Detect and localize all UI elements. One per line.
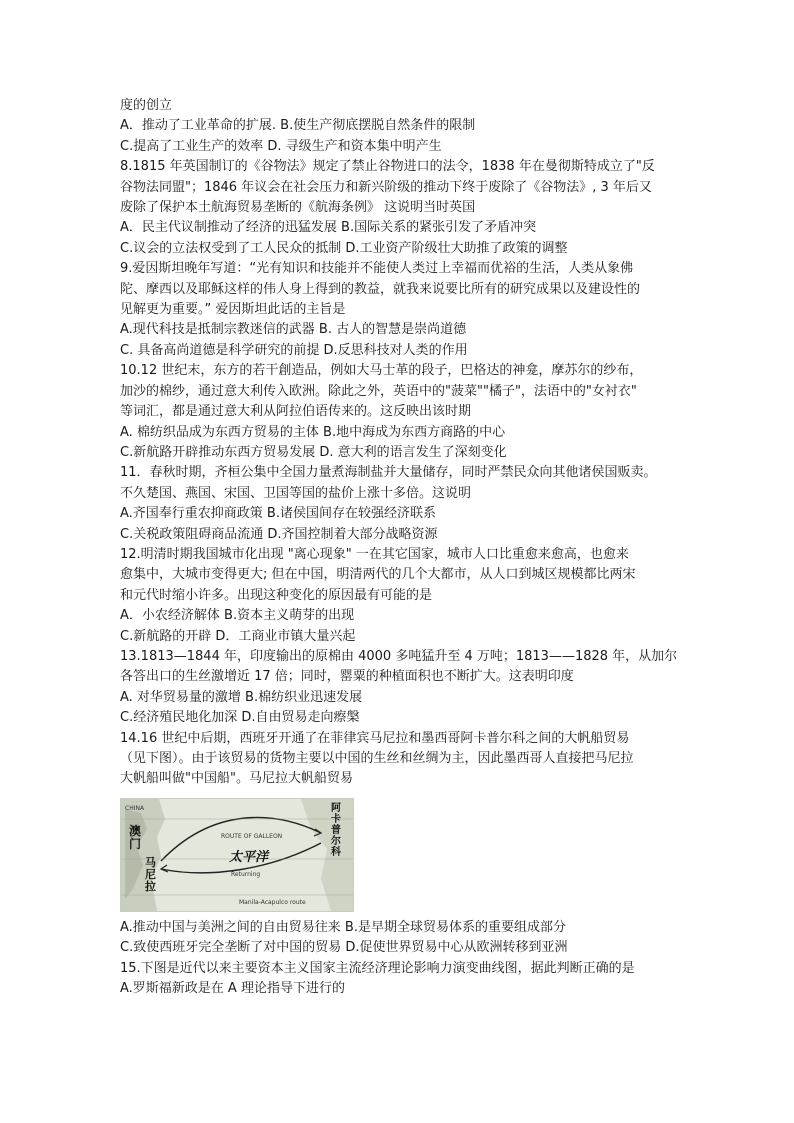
text-line: C. 具备高尚道德是科学研究的前提 D.反思科技对人类的作用 <box>120 342 468 358</box>
text-line: 15.下图是近代以来主要资本主义国家主流经济理论影响力演变曲线图，据此判断正确的是 <box>120 960 635 976</box>
text-line: C.提高了工业生产的效率 D. 寻级生产和资本集中明产生 <box>120 138 442 154</box>
map-label-route-south: Returning <box>231 870 261 878</box>
map-label-bottom: Manila-Acapulco route <box>239 898 306 906</box>
text-line: 谷物法同盟"；1846 年议会在社会压力和新兴阶级的推动下终于废除了《谷物法》, 3 年后又 <box>120 179 652 195</box>
question-text-block-after <box>120 918 680 1000</box>
map-label-acapulco: 阿 卡 普 尔 科 <box>331 802 341 858</box>
text-line: A. 对华贸易量的激增 B.棉纺织业迅速发展 <box>120 689 363 705</box>
map-label-route-north: ROUTE OF GALLEON <box>221 832 283 840</box>
map-label-china: CHINA <box>125 804 145 812</box>
text-line: 不久楚国、燕国、宋国、卫国等国的盐价上涨十多倍。这说明 <box>120 485 472 501</box>
text-line: A.推动中国与美洲之间的自由贸易往来 B.是早期全球贸易体系的重要组成部分 <box>120 919 566 935</box>
text-line: （见下图）。由于该贸易的货物主要以中国的生丝和丝绸为主，因此墨西哥人直接把马尼拉 <box>120 751 634 766</box>
text-line: 和元代时缩小许多。出现这种变化的原因最有可能的是 <box>120 587 433 603</box>
text-line: 废除了保护本土航海贸易垄断的《航海条例》 这说明当时英国 <box>120 200 476 216</box>
text-line: 14.16 世纪中后期，西班牙开通了在菲律宾马尼拉和墨西哥阿卡普尔科之间的大帆船贸易 <box>120 730 630 746</box>
text-line: A．小农经济解体 B.资本主义萌芽的出现 <box>120 608 355 624</box>
text-line: 13.1813—1844 年，印度输出的原棉由 4000 多吨猛升至 4 万吨；1813——1828 年，从加尔 <box>120 648 678 664</box>
text-line: 10.12 世纪末，东方的若干創造品，例如大马士革的段子，巴格达的神龛，摩苏尔的纱布， <box>120 363 643 379</box>
text-line: A．民主代议制推动了经济的迅猛发展 B.国际关系的紧张引发了矛盾冲突 <box>120 220 537 236</box>
text-line: A.齐国奉行重农抑商政策 B.诸侯国间存在较强经济联系 <box>120 506 436 522</box>
text-line: C.议会的立法权受到了工人民众的抵制 D.工业资产阶级壮大助推了政策的调整 <box>120 240 568 256</box>
text-line: 陀、摩西以及耶稣这样的伟人身上得到的教益，就我来说要比所有的研究成果以及建设性的 <box>120 281 641 297</box>
text-line: 各答出口的生丝激增近 17 倍；同时，罂粟的种植面积也不断扩大。这表明印度 <box>120 669 574 685</box>
text-line: 加沙的棉纱，通过意大利传入欧洲。除此之外，英语中的"菠菜""橘子"，法语中的"女衬衣" <box>120 383 637 399</box>
text-line: A.现代科技是抵制宗教迷信的武器 B. 古人的智慧是崇尚道德 <box>120 322 467 338</box>
text-line: A. 棉纺织品成为东西方贸易的主体 B.地中海成为东西方商路的中心 <box>120 424 506 440</box>
text-line: 度的创立 <box>120 98 173 113</box>
text-line: C.关税政策阻碍商品流通 D.齐国控制着大部分战略资源 <box>120 526 438 542</box>
map-label-pacific: 太平洋 <box>229 849 269 865</box>
map-label-manila: 马 尼 拉 <box>145 855 156 893</box>
text-line: 12.明清时期我国城市化出现 "离心现象" 一在其它国家，城市人口比重愈来愈高，也愈来 <box>120 546 629 562</box>
text-line: C.致使西班牙完全垄断了对中国的贸易 D.促使世界贸易中心从欧洲转移到亚洲 <box>120 940 568 956</box>
question-text-block <box>120 96 680 790</box>
document-page <box>120 96 680 999</box>
text-line: C.新航路的开辟 D．工商业市镇大量兴起 <box>120 628 356 644</box>
text-line: C.经济殖民地化加深 D.自由贸易走向瘵槃 <box>120 710 360 726</box>
text-line: 11．春秋时期，齐桓公集中全国力量煮海制盐并大量储存，同时严禁民众向其他诸侯国贩卖。 <box>120 465 657 481</box>
text-line: 愈集中，大城市变得更大; 但在中国，明清两代的几个大都市，从人口到城区规模都比两宋 <box>120 567 636 583</box>
text-line: 大帆船叫做"中国船"。马尼拉大帆船贸易 <box>120 771 353 787</box>
galleon-trade-map <box>120 798 354 912</box>
text-line: A．推动了工业革命的扩展. B.使生产彻底摆脱自然条件的限制 <box>120 118 476 134</box>
text-line: 9.爱因斯坦晚年写道：“光有知识和技能并不能使人类过上幸福而优裕的生活，人类从象佛 <box>120 261 634 277</box>
map-label-macau: 澳 门 <box>129 823 142 851</box>
text-line: 等词汇，都是通过意大利从阿拉伯语传来的。这反映出该时期 <box>120 404 472 420</box>
text-line: 见解更为重要。” 爱因斯坦此话的主旨是 <box>120 302 346 318</box>
text-line: C.新航路开辟推动东西方贸易发展 D. 意大利的语言发生了深刻变化 <box>120 444 507 460</box>
text-line: A.罗斯福新政是在 A 理论指导下进行的 <box>120 981 345 997</box>
text-line: 8.1815 年英国制订的《谷物法》规定了禁止谷物进口的法令，1838 年在曼彻斯特成立了"反 <box>120 159 655 175</box>
